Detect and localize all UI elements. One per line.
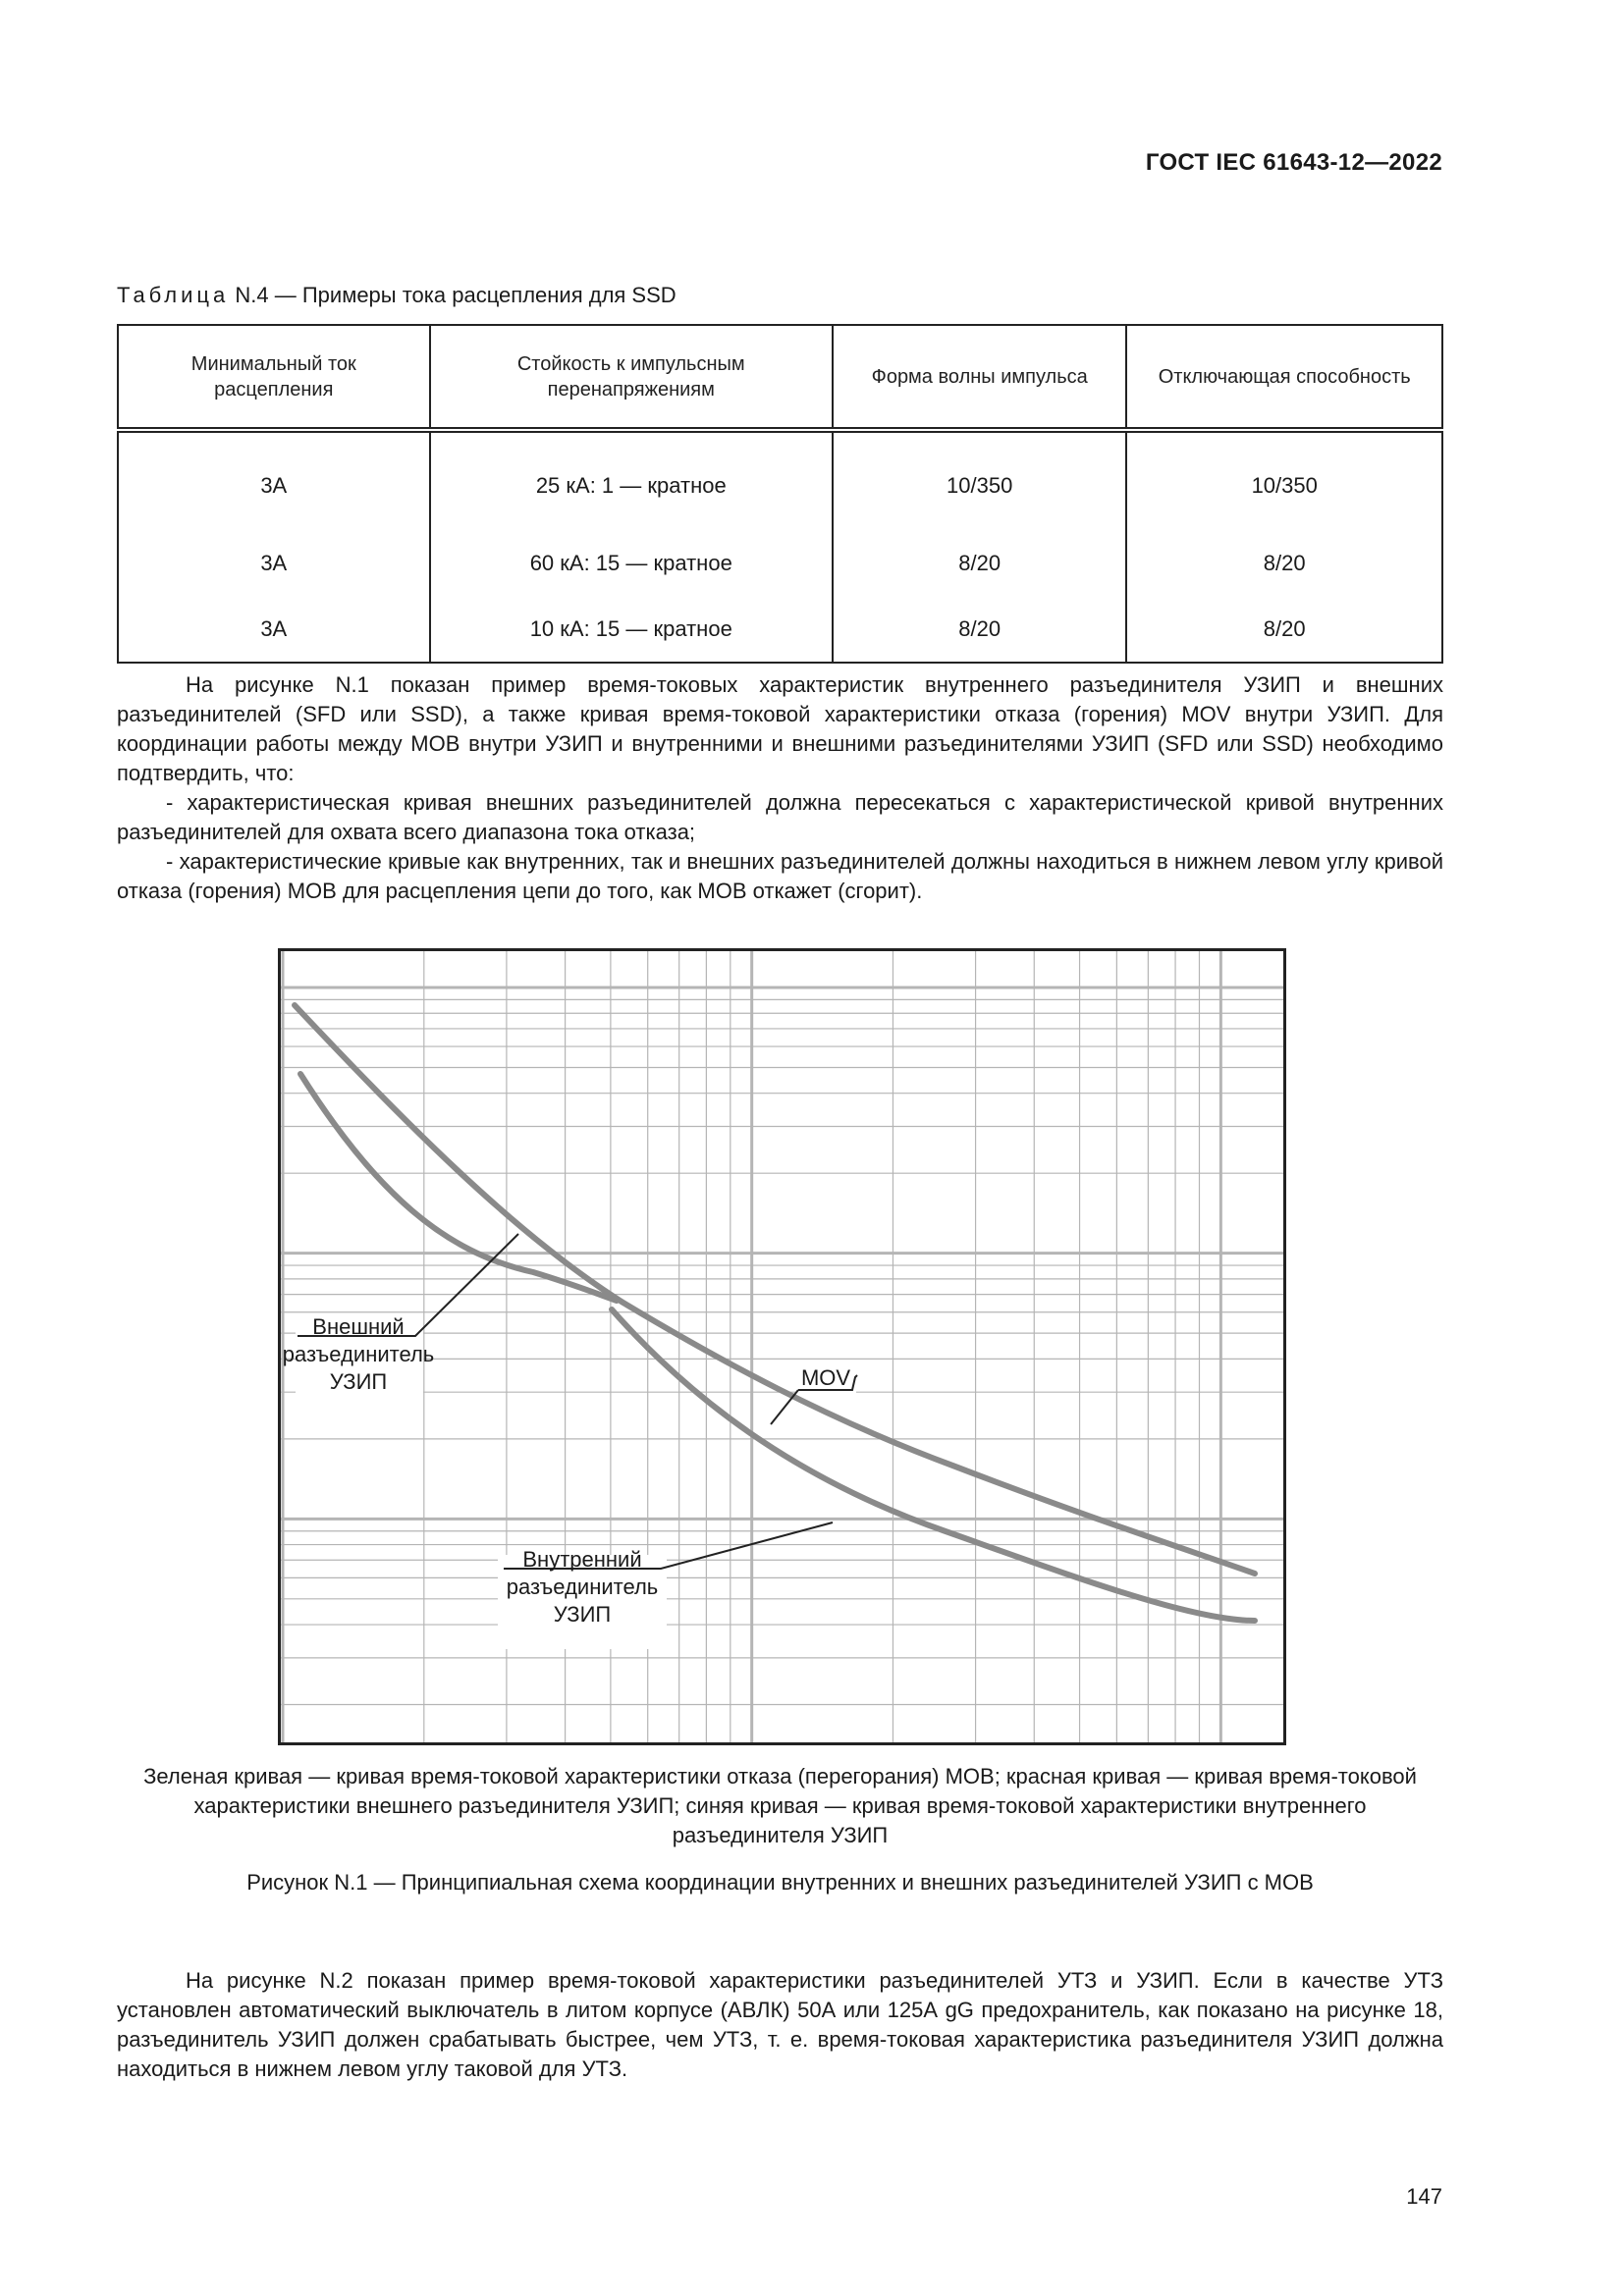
table-cell: 60 кА: 15 — кратное: [430, 530, 833, 597]
bullet-item: [117, 847, 1443, 906]
table-caption-word: Таблица: [117, 283, 230, 307]
table-cell: 10/350: [1126, 430, 1442, 530]
table-cell: 3A: [118, 597, 430, 663]
closing-paragraph: [117, 1966, 1443, 2084]
figure-note: Зеленая кривая — кривая время-токовой характеристики отказа (перегорания) МОВ; красная кривая — кривая время-токовой характеристики внешнего разъединителя УЗИП; синяя кривая — кривая время-токовой характеристики внутреннего разъединителя УЗИП: [143, 1764, 1417, 1847]
internal-label-line: УЗИП: [553, 1602, 612, 1627]
table-cell: 8/20: [833, 530, 1126, 597]
table-cell: 3A: [118, 430, 430, 530]
figure-caption: Рисунок N.1 — Принципиальная схема координации внутренних и внешних разъединителей УЗИП с МОВ: [246, 1870, 1314, 1895]
table-cell: 8/20: [1126, 530, 1442, 597]
table-cell: 10 кА: 15 — кратное: [430, 597, 833, 663]
table-caption-text: N.4 — Примеры тока расцепления для SSD: [235, 283, 677, 307]
table-cell: 3A: [118, 530, 430, 597]
table-row: [118, 530, 1442, 597]
page-number: 147: [1406, 2184, 1442, 2209]
trip-current-table: [117, 324, 1443, 664]
time-current-figure: [278, 948, 1286, 1745]
column-header: Минимальный ток расцепления: [118, 325, 430, 430]
table-cell: 8/20: [833, 597, 1126, 663]
mov-label: MOV: [800, 1365, 851, 1390]
table-row: [118, 597, 1442, 663]
column-header: Стойкость к импульсным перенапряжениям: [430, 325, 833, 430]
bullet-text: - характеристические кривые как внутренних, так и внешних разъединителей должны находиться в нижнем левом углу кривой отказа (горения) МОВ для расцепления цепи до того, как МОВ откажет (сгорит).: [117, 849, 1443, 903]
external-label-line: разъединитель: [282, 1342, 435, 1366]
external-label-line: УЗИП: [329, 1369, 388, 1394]
intro-paragraph: [117, 670, 1443, 788]
column-header: Отключающая способность: [1126, 325, 1442, 430]
document-id: ГОСТ IEC 61643-12—2022: [1145, 149, 1442, 176]
table-cell: 10/350: [833, 430, 1126, 530]
bullet-item: [117, 788, 1443, 847]
intro-paragraph-text: На рисунке N.1 показан пример время-токовых характеристик внутреннего разъединителя УЗИП и внешних разъединителей (SFD или SSD), а также кривая время-токовой характеристики отказа (горения) MOV внутри УЗИП. Для координации работы между МОВ внутри УЗИП и внутренними и внешними разъединителями УЗИП (SFD или SSD) необходимо подтвердить, что:: [117, 672, 1443, 785]
internal-label-line: разъединитель: [506, 1575, 659, 1599]
external-label-line: Внешний: [312, 1314, 405, 1339]
table-header-row: [118, 325, 1442, 430]
table-row: [118, 430, 1442, 530]
table-caption: [117, 283, 677, 308]
internal-label-line: Внутренний: [522, 1547, 642, 1572]
table-cell: 25 кА: 1 — кратное: [430, 430, 833, 530]
bullet-text: - характеристическая кривая внешних разъединителей должна пересекаться с характеристической кривой внутренних разъединителей для охвата всего диапазона тока отказа;: [117, 790, 1443, 844]
closing-paragraph-text: На рисунке N.2 показан пример время-токовой характеристики разъединителей УТЗ и УЗИП. Если в качестве УТЗ установлен автоматический выключатель в литом корпусе (АВЛК) 50А или 125А gG предохранитель, как показано на рисунке 18, разъединитель УЗИП должен срабатывать быстрее, чем УТЗ, т. е. время-токовая характеристика разъединителя УЗИП должна находиться в нижнем левом углу таковой для УТЗ.: [117, 1968, 1443, 2081]
column-header: Форма волны импульса: [833, 325, 1126, 430]
table-cell: 8/20: [1126, 597, 1442, 663]
